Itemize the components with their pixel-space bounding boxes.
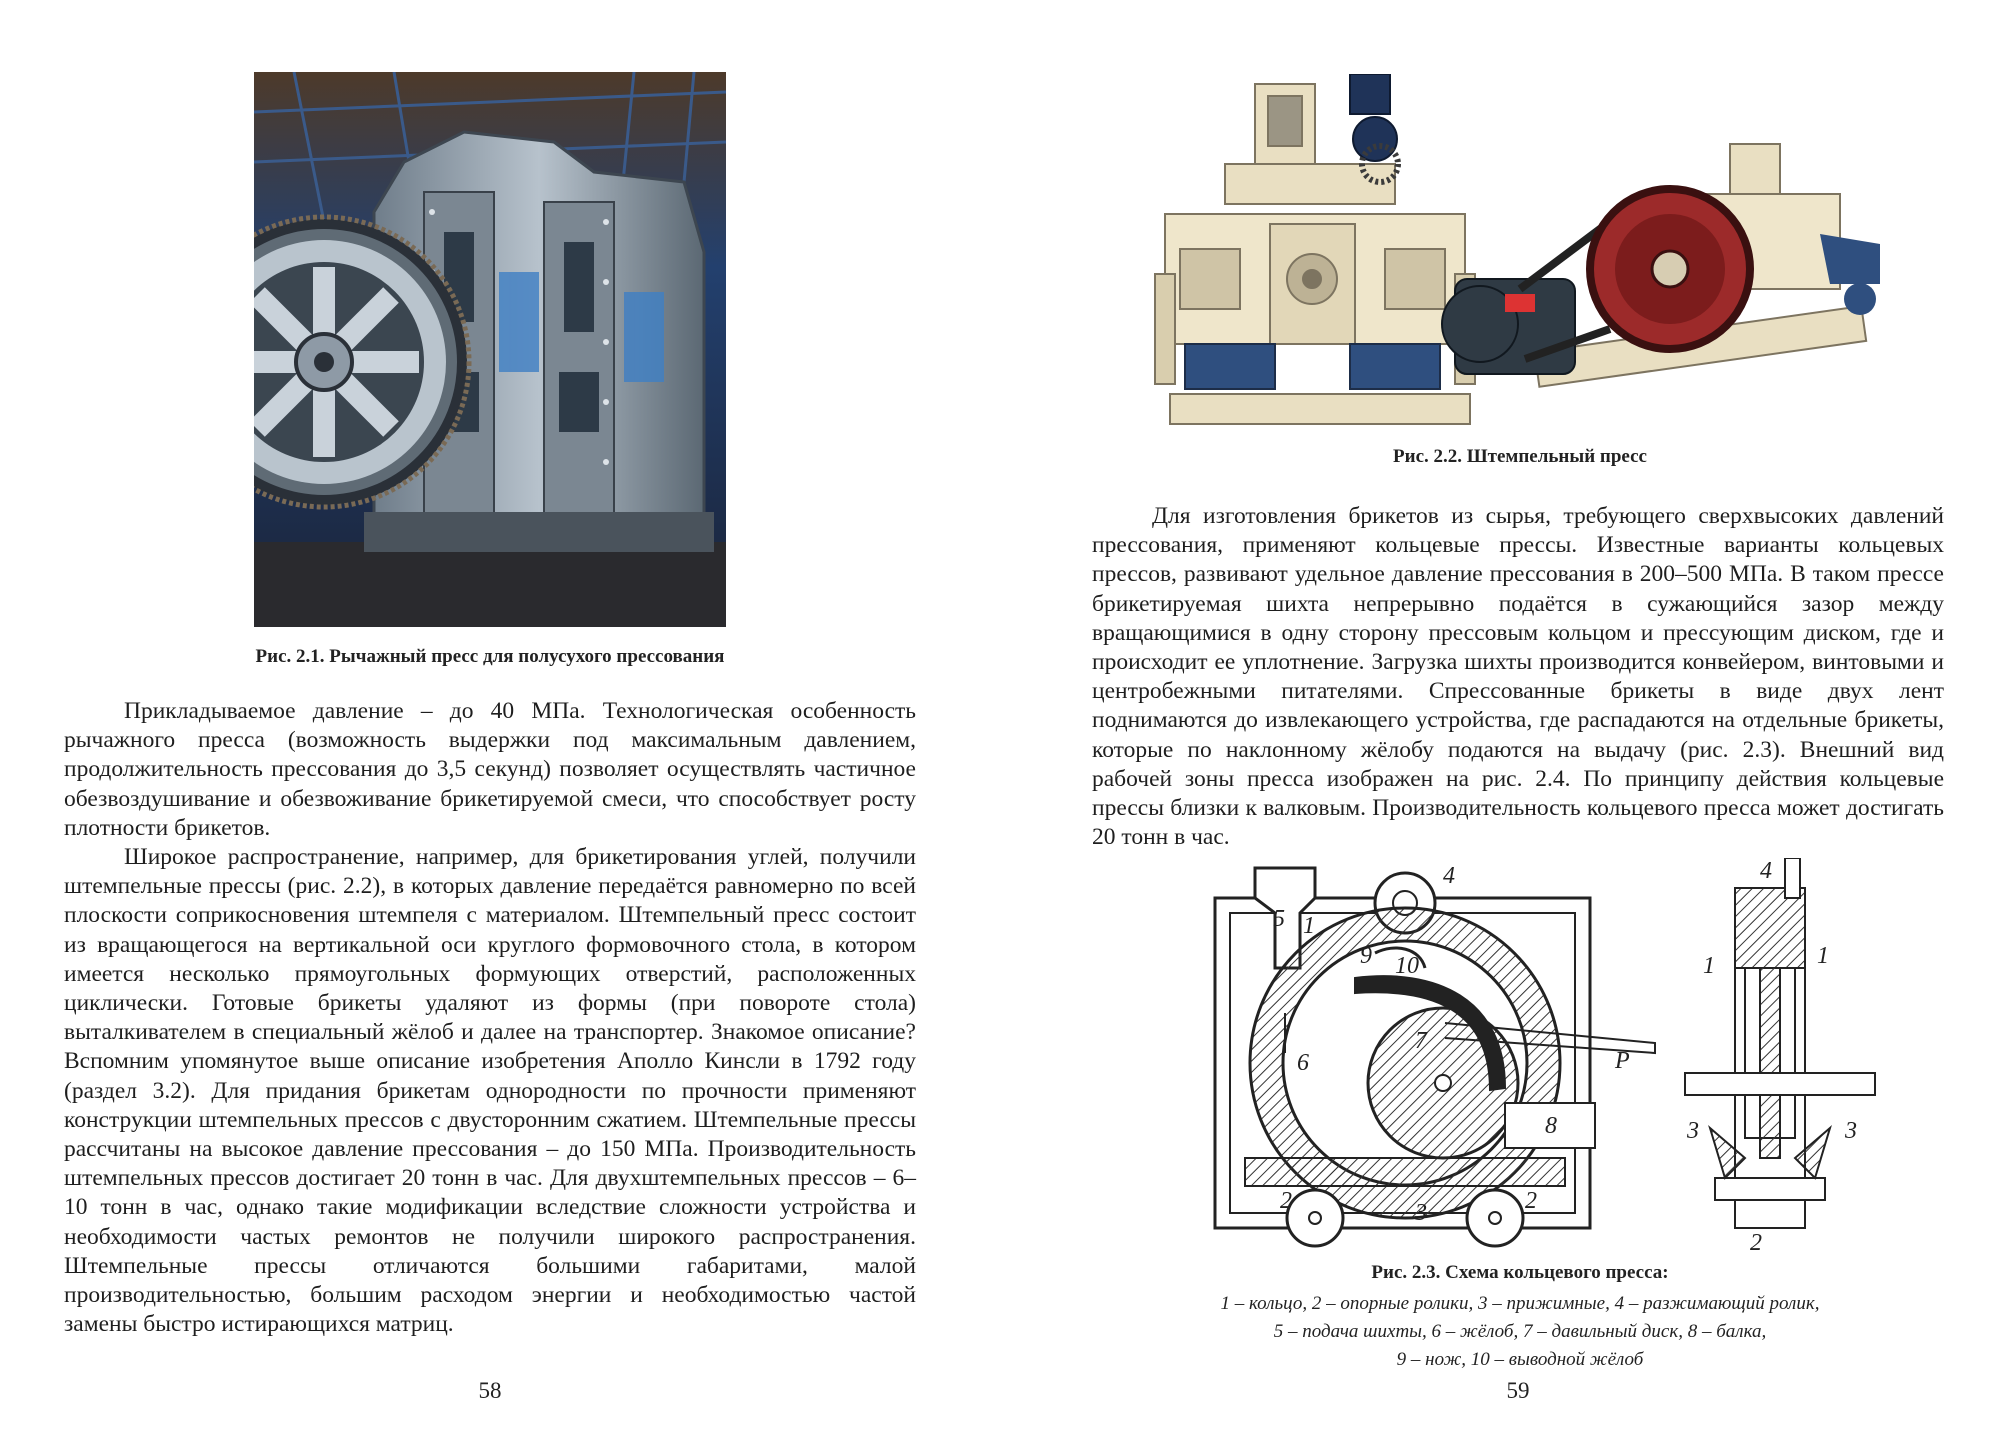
side-label-4: 4 (1760, 858, 1772, 884)
left-page (0, 0, 990, 1455)
side-label-3: 3 (1845, 1118, 1857, 1144)
label-8: 8 (1545, 1113, 1557, 1139)
label-6: 6 (1297, 1050, 1309, 1076)
ring-press-scheme (1205, 858, 1885, 1258)
paragraph: Широкое распространение, например, для брикетирования углей, получили штемпельные прессы (рис. 2.2), в которых давление передаётся равномерно по всей плоскости соприкосновения штемпеля с материалом. Штемпельный пресс состоит из вращающегося на вертикальной оси круглого формовочного стола, в котором имеется несколько прямоугольных формующих отверстий, расположенных циклически. Готовые брикеты удаляют из формы (при повороте стола) выталкивателем в специальный жёлоб и далее на транспортер. Знакомое описание? Вспомним упомянутое выше описание изобретения Аполло Кинсли в 1792 году (раздел 3.2). Для придания брикетам однородности по прочности применяют конструкции штемпельных прессов с двусторонним сжатием. Штемпельные прессы рассчитаны на высокое давление прессования – до 150 МПа. Производительность штемпельных прессов достигает 20 тонн в час. Для двухштемпельных прессов – 6–10 тонн в час, однако такие модификации вследствие сложности устройства и необходимости частых ремонтов не получили широкого распространения. Штемпельные прессы отличаются большими габаритами, малой производительностью, большим расходом энергии и необходимостью частой замены быстро истирающихся матриц. (64, 844, 916, 1338)
page-number: 58 (478, 1378, 502, 1403)
figure-caption-2-2: Рис. 2.2. Штемпельный пресс (1393, 446, 1647, 467)
lever-press-photo (254, 72, 726, 627)
legend-line: 9 – нож, 10 – выводной жёлоб (1396, 1349, 1644, 1370)
label-4: 4 (1443, 863, 1455, 889)
label-9: 9 (1360, 943, 1372, 969)
side-label-1: 1 (1703, 953, 1715, 979)
side-label-3: 3 (1687, 1118, 1699, 1144)
stamp-press-photo (1140, 74, 1900, 434)
side-label-1: 1 (1817, 943, 1829, 969)
legend-line: 5 – подача шихты, 6 – жёлоб, 7 – давильный диск, 8 – балка, (1273, 1321, 1767, 1342)
paragraph: Для изготовления брикетов из сырья, требующего сверхвысоких давлений прессования, применяют кольцевые прессы. Известные варианты кольцевых прессов, развивают удельное давление прессования в 200–500 МПа. В таком прессе брикетируемая шихта непрерывно подаётся в сужающийся зазор между вращающимися в одну сторону прессовым кольцом и прессующим диском, где и происходит ее уплотнение. Загрузка шихты производится конвейером, винтовыми и центробежными питателями. Спрессованные брикеты в виде двух лент поднимаются до извлекающего устройства, где распадаются на отдельные брикеты, которые по наклонному жёлобу подаются на выдачу (рис. 2.3). Внешний вид рабочей зоны пресса изображен на рис. 2.4. По принципу действия кольцевые прессы близки к валковым. Производительность кольцевого пресса может достигать 20 тонн в час. (1092, 503, 1944, 851)
label-p: P (1615, 1048, 1630, 1074)
label-2: 2 (1525, 1188, 1537, 1214)
figure-legend-2-3 (1070, 1290, 1970, 1374)
paragraph: Прикладываемое давление – до 40 МПа. Технологическая особенность рычажного пресса (возможность выдержки под максимальным давлением, продолжительность прессования до 3,5 секунд) позволяет осуществлять частичное обезвоздушивание и обезвоживание брикетируемой смеси, что способствует росту плотности брикетов. (64, 698, 916, 841)
side-label-2: 2 (1750, 1230, 1762, 1256)
label-10: 10 (1395, 953, 1419, 979)
right-page (1010, 0, 2000, 1455)
figure-caption-2-3: Рис. 2.3. Схема кольцевого пресса: (1371, 1262, 1669, 1283)
right-page-body (1092, 502, 1944, 852)
label-3: 3 (1415, 1200, 1427, 1226)
label-5: 5 (1273, 906, 1285, 932)
label-1: 1 (1303, 913, 1315, 939)
legend-line: 1 – кольцо, 2 – опорные ролики, 3 – прижимные, 4 – разжимающий ролик, (1220, 1293, 1820, 1314)
label-7: 7 (1415, 1028, 1427, 1054)
label-2: 2 (1280, 1188, 1292, 1214)
page-number: 59 (1506, 1378, 1530, 1403)
figure-caption-2-1: Рис. 2.1. Рычажный пресс для полусухого прессования (255, 646, 725, 667)
left-page-body (64, 697, 916, 1339)
